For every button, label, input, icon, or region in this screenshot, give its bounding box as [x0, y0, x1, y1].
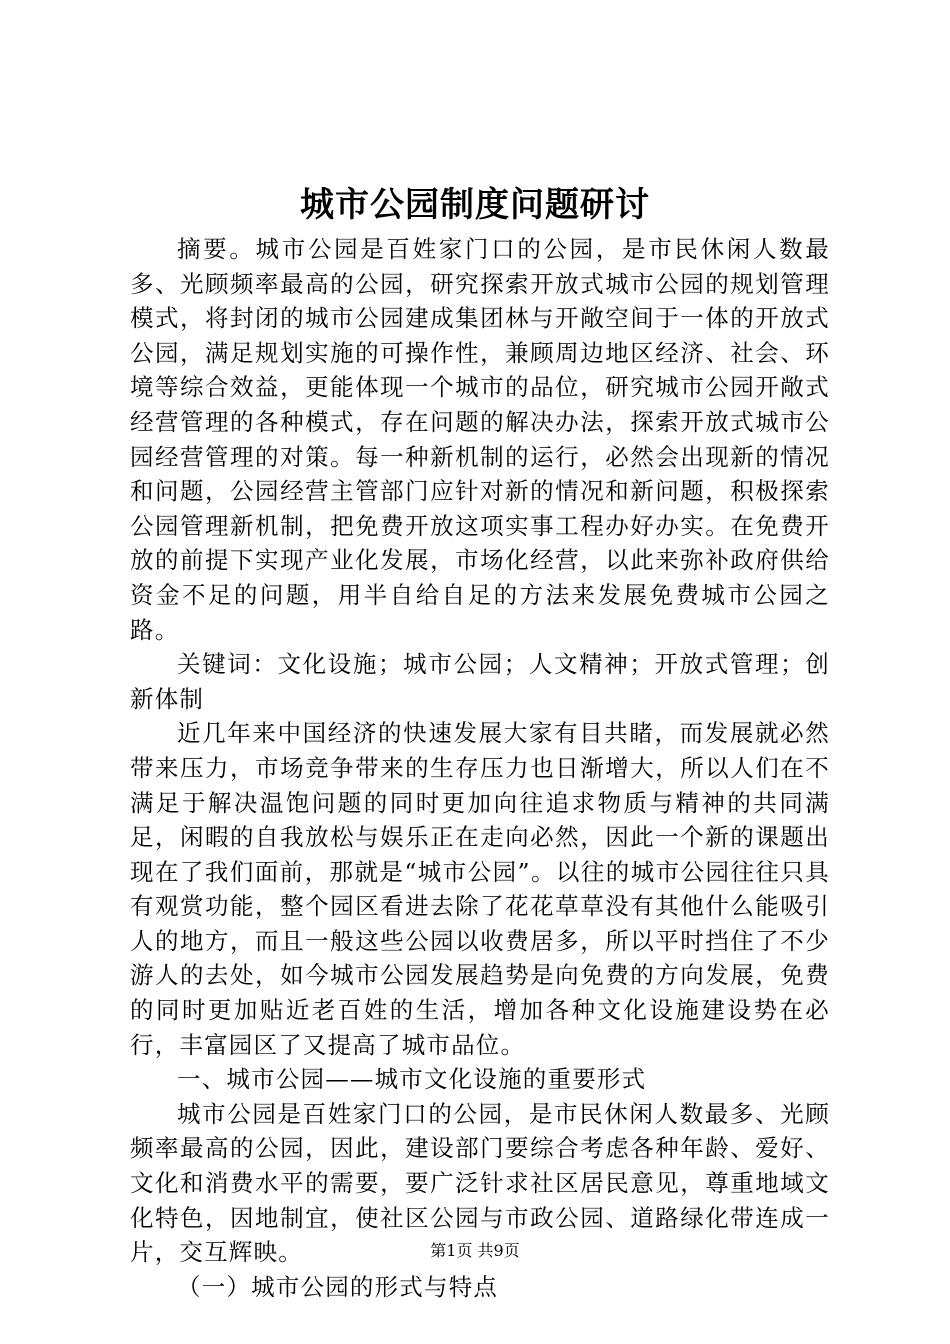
document-title: 城市公园制度问题研讨	[300, 185, 650, 225]
section-heading: 一、城市公园——城市文化设施的重要形式	[177, 1065, 647, 1094]
abstract-paragraph: 摘要。城市公园是百姓家门口的公园，是市民休闲人数最多、光顾频率最高的公园，研究探索开放式城市公园的规划管理模式，将封闭的城市公园建成集团林与开敞空间于一体的开放式公园，满足规划实施的可操作性，兼顾周边地区经济、社会、环境等综合效益，更能体现一个城市的品位，研究城市公园开敞式经营管理的各种模式，存在问题的解决办法，探索开放式城市公园经营管理的对策。每一种新机制的运行，必然会出现新的情况和问题，公园经营主管部门应针对新的情况和新问题，积极探索公园管理新机制，把免费开放这项实事工程办好办实。在免费开放的前提下实现产业化发展，市场化经营，以此来弥补政府供给资金不足的问题，用半自给自足的方法来发展免费城市公园之路。	[130, 235, 830, 644]
section-paragraph: 城市公园是百姓家门口的公园，是市民休闲人数最多、光顾频率最高的公园，因此，建设部门要综合考虑各种年龄、爱好、文化和消费水平的需要，要广泛针求社区居民意见，尊重地域文化特色，因地制宜，使社区公园与市政公园、道路绿化带连成一片，交互辉映。	[130, 1099, 830, 1267]
subsection-heading: （一）城市公园的形式与特点	[177, 1272, 499, 1301]
intro-paragraph: 近几年来中国经济的快速发展大家有目共睹，而发展就必然带来压力，市场竞争带来的生存压力也日渐增大，所以人们在不满足于解决温饱问题的同时更加向往追求物质与精神的共同满足，闲暇的自我放松与娱乐正在走向必然，因此一个新的课题出现在了我们面前，那就是“城市公园”。以往的城市公园往往只具有观赏功能，整个园区看进去除了花花草草没有其他什么能吸引人的地方，而且一般这些公园以收费居多，所以平时挡住了不少游人的去处，如今城市公园发展趋势是向免费的方向发展，免费的同时更加贴近老百姓的生活，增加各种文化设施建设势在必行，丰富园区了又提高了城市品位。	[130, 719, 830, 1059]
keywords-paragraph: 关键词：文化设施；城市公园；人文精神；开放式管理；创新体制	[130, 650, 830, 713]
document-body	[130, 232, 830, 1304]
page-footer: 第1页 共9页	[430, 1241, 520, 1260]
